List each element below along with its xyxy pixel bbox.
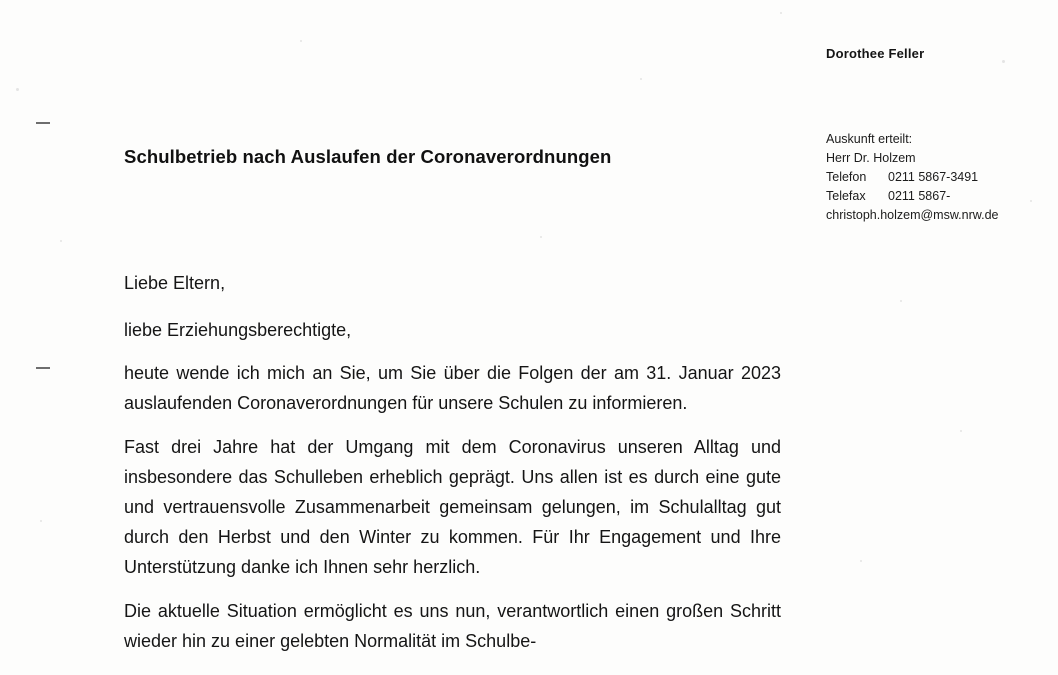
- scan-speck: [640, 78, 642, 80]
- scan-speck: [780, 12, 782, 14]
- contact-block: [826, 130, 998, 225]
- page-bottom-cutoff: [0, 665, 1058, 675]
- salutation-line-2: liebe Erziehungsberechtigte,: [124, 320, 352, 340]
- salutation-line-1: Liebe Eltern,: [124, 273, 226, 293]
- contact-email: christoph.holzem@msw.nrw.de: [826, 208, 999, 222]
- contact-person: Herr Dr. Holzem: [826, 151, 916, 165]
- fold-mark-upper: [36, 122, 50, 124]
- scan-speck: [1030, 200, 1032, 202]
- contact-fax-row: [826, 187, 998, 206]
- body-paragraph: heute wende ich mich an Sie, um Sie über die Folgen der am 31. Januar 2023 auslaufenden Coronaverordnungen für unsere Schulen zu informieren.: [124, 363, 781, 413]
- contact-fax-value: 0211 5867-: [888, 189, 951, 203]
- scan-speck: [60, 240, 62, 242]
- contact-phone-label: Telefon: [826, 170, 867, 184]
- contact-fax-label: Telefax: [826, 189, 866, 203]
- scan-speck: [40, 520, 42, 522]
- scan-speck: [540, 236, 542, 238]
- body-paragraph: Fast drei Jahre hat der Umgang mit dem Coronavirus unseren Alltag und insbesondere das Schulleben erheblich geprägt. Uns allen ist es durch eine gute und vertrauensvolle Zusammenarbeit gemeinsam gelungen, im Schulalltag gut durch den Herbst und den Winter zu kommen. Für Ihr Engagement und Ihre Unterstützung danke ich Ihnen sehr herzlich.: [124, 437, 781, 577]
- contact-heading: Auskunft erteilt:: [826, 132, 913, 146]
- scan-speck: [860, 560, 862, 562]
- scan-speck: [300, 40, 302, 42]
- fold-mark-lower: [36, 367, 50, 369]
- scan-speck: [1002, 60, 1005, 63]
- scan-speck: [960, 430, 962, 432]
- letter-body: [124, 358, 781, 656]
- scan-speck: [900, 300, 902, 302]
- contact-phone-row: [826, 168, 998, 187]
- body-paragraph: Die aktuelle Situation ermöglicht es uns nun, verantwortlich einen großen Schritt wieder hin zu einer gelebten Normalität im Schulbe-: [124, 601, 781, 651]
- subject-line: Schulbetrieb nach Auslaufen der Coronaverordnungen: [124, 146, 612, 167]
- sender-name: Dorothee Feller: [826, 46, 925, 61]
- scan-speck: [16, 88, 19, 91]
- contact-phone-value: 0211 5867-3491: [888, 170, 979, 184]
